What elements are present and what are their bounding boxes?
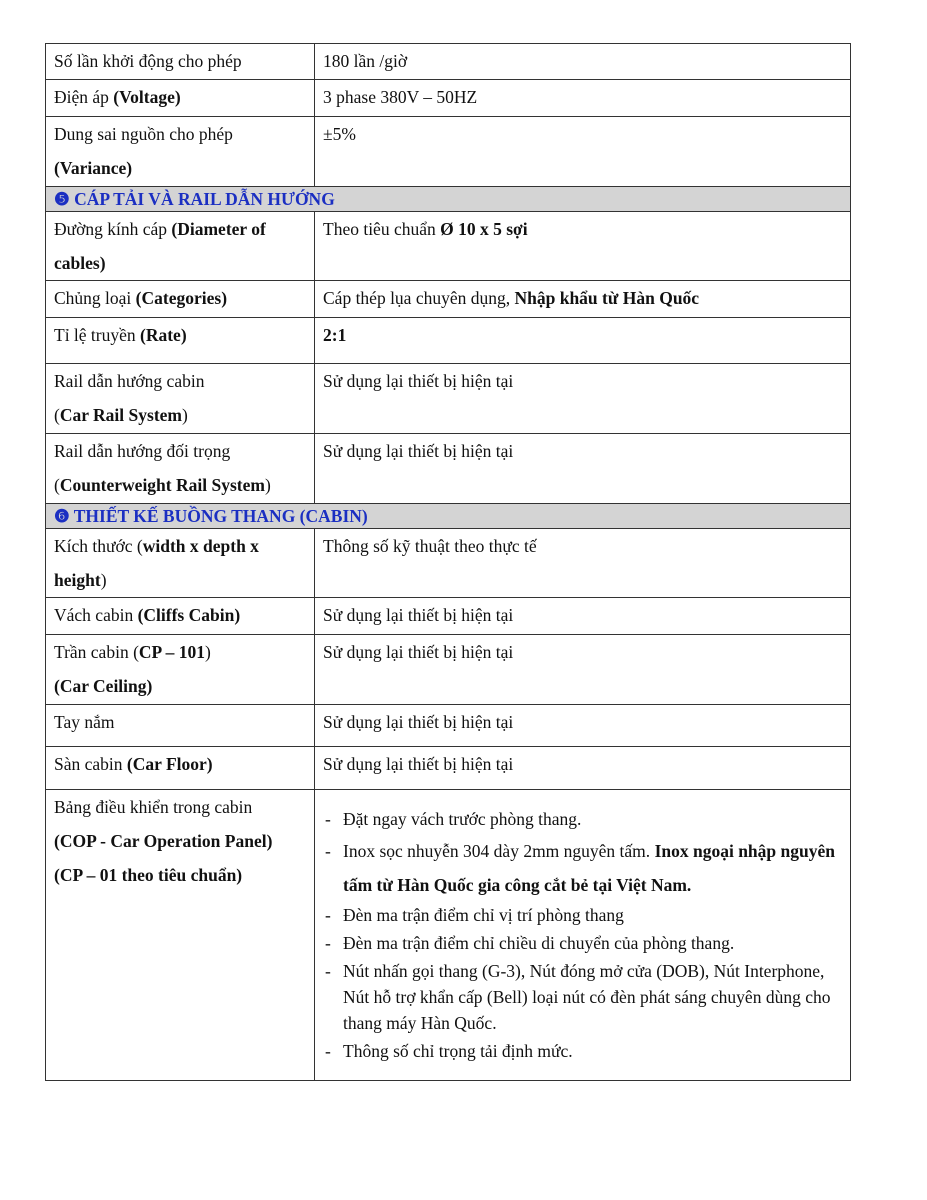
row-label: Rail dẫn hướng cabin (Car Rail System) bbox=[46, 364, 315, 434]
table-row bbox=[46, 117, 851, 187]
table-row bbox=[46, 364, 851, 434]
table-row bbox=[46, 80, 851, 117]
table-row bbox=[46, 790, 851, 1081]
row-value: Sử dụng lại thiết bị hiện tại bbox=[315, 635, 851, 705]
row-value: 180 lần /giờ bbox=[315, 44, 851, 80]
row-label: Số lần khởi động cho phép bbox=[46, 44, 315, 80]
row-value: Cáp thép lụa chuyên dụng, Nhập khẩu từ Hàn Quốc bbox=[315, 281, 851, 318]
table-row bbox=[46, 598, 851, 635]
row-label: Rail dẫn hướng đối trọng (Counterweight Rail System) bbox=[46, 434, 315, 504]
section-header bbox=[46, 504, 851, 529]
table-row bbox=[46, 318, 851, 364]
table-row bbox=[46, 705, 851, 747]
row-label: Dung sai nguồn cho phép (Variance) bbox=[46, 117, 315, 187]
cop-bullet-list bbox=[323, 790, 842, 1080]
section-title: ❺ CÁP TẢI VÀ RAIL DẪN HƯỚNG bbox=[46, 187, 851, 212]
row-label: Điện áp (Voltage) bbox=[46, 80, 315, 117]
row-label: Chủng loại (Categories) bbox=[46, 281, 315, 318]
row-value bbox=[315, 790, 851, 1081]
row-label: Tỉ lệ truyền (Rate) bbox=[46, 318, 315, 364]
table-row bbox=[46, 434, 851, 504]
row-value: Theo tiêu chuẩn Ø 10 x 5 sợi bbox=[315, 212, 851, 281]
row-label: Kích thước (width x depth x height) bbox=[46, 529, 315, 598]
row-label: Tay nắm bbox=[46, 705, 315, 747]
section-title: ❻ THIẾT KẾ BUỒNG THANG (CABIN) bbox=[46, 504, 851, 529]
row-value: Thông số kỹ thuật theo thực tế bbox=[315, 529, 851, 598]
table-row bbox=[46, 281, 851, 318]
row-label: Trần cabin (CP – 101) (Car Ceiling) bbox=[46, 635, 315, 705]
list-item: - Đèn ma trận điểm chỉ vị trí phòng thang bbox=[323, 902, 842, 928]
list-item: - Đèn ma trận điểm chỉ chiều di chuyển của phòng thang. bbox=[323, 930, 842, 956]
row-label: Bảng điều khiển trong cabin (COP - Car Operation Panel) (CP – 01 theo tiêu chuẩn) bbox=[46, 790, 315, 1081]
list-item: - Inox sọc nhuyễn 304 dày 2mm nguyên tấm. Inox ngoại nhập nguyên tấm từ Hàn Quốc gia công cắt bẻ tại Việt Nam. bbox=[323, 834, 842, 902]
table-row bbox=[46, 529, 851, 598]
table-row bbox=[46, 44, 851, 80]
row-label: Vách cabin (Cliffs Cabin) bbox=[46, 598, 315, 635]
row-value: ±5% bbox=[315, 117, 851, 187]
table-row bbox=[46, 212, 851, 281]
row-value: Sử dụng lại thiết bị hiện tại bbox=[315, 364, 851, 434]
list-item: - Nút nhấn gọi thang (G-3), Nút đóng mở cửa (DOB), Nút Interphone, Nút hỗ trợ khẩn cấp (Bell) loại nút có đèn phát sáng chuyên dùng cho thang máy Hàn Quốc. bbox=[323, 958, 842, 1036]
table-row bbox=[46, 747, 851, 790]
row-value: 3 phase 380V – 50HZ bbox=[315, 80, 851, 117]
row-value: Sử dụng lại thiết bị hiện tại bbox=[315, 598, 851, 635]
row-label: Đường kính cáp (Diameter of cables) bbox=[46, 212, 315, 281]
spec-table bbox=[45, 43, 851, 1081]
row-value: Sử dụng lại thiết bị hiện tại bbox=[315, 747, 851, 790]
list-item: - Đặt ngay vách trước phòng thang. bbox=[323, 806, 842, 832]
row-value: Sử dụng lại thiết bị hiện tại bbox=[315, 434, 851, 504]
row-label: Sàn cabin (Car Floor) bbox=[46, 747, 315, 790]
section-header bbox=[46, 187, 851, 212]
table-row bbox=[46, 635, 851, 705]
row-value: 2:1 bbox=[315, 318, 851, 364]
list-item: - Thông số chỉ trọng tải định mức. bbox=[323, 1038, 842, 1064]
row-value: Sử dụng lại thiết bị hiện tại bbox=[315, 705, 851, 747]
